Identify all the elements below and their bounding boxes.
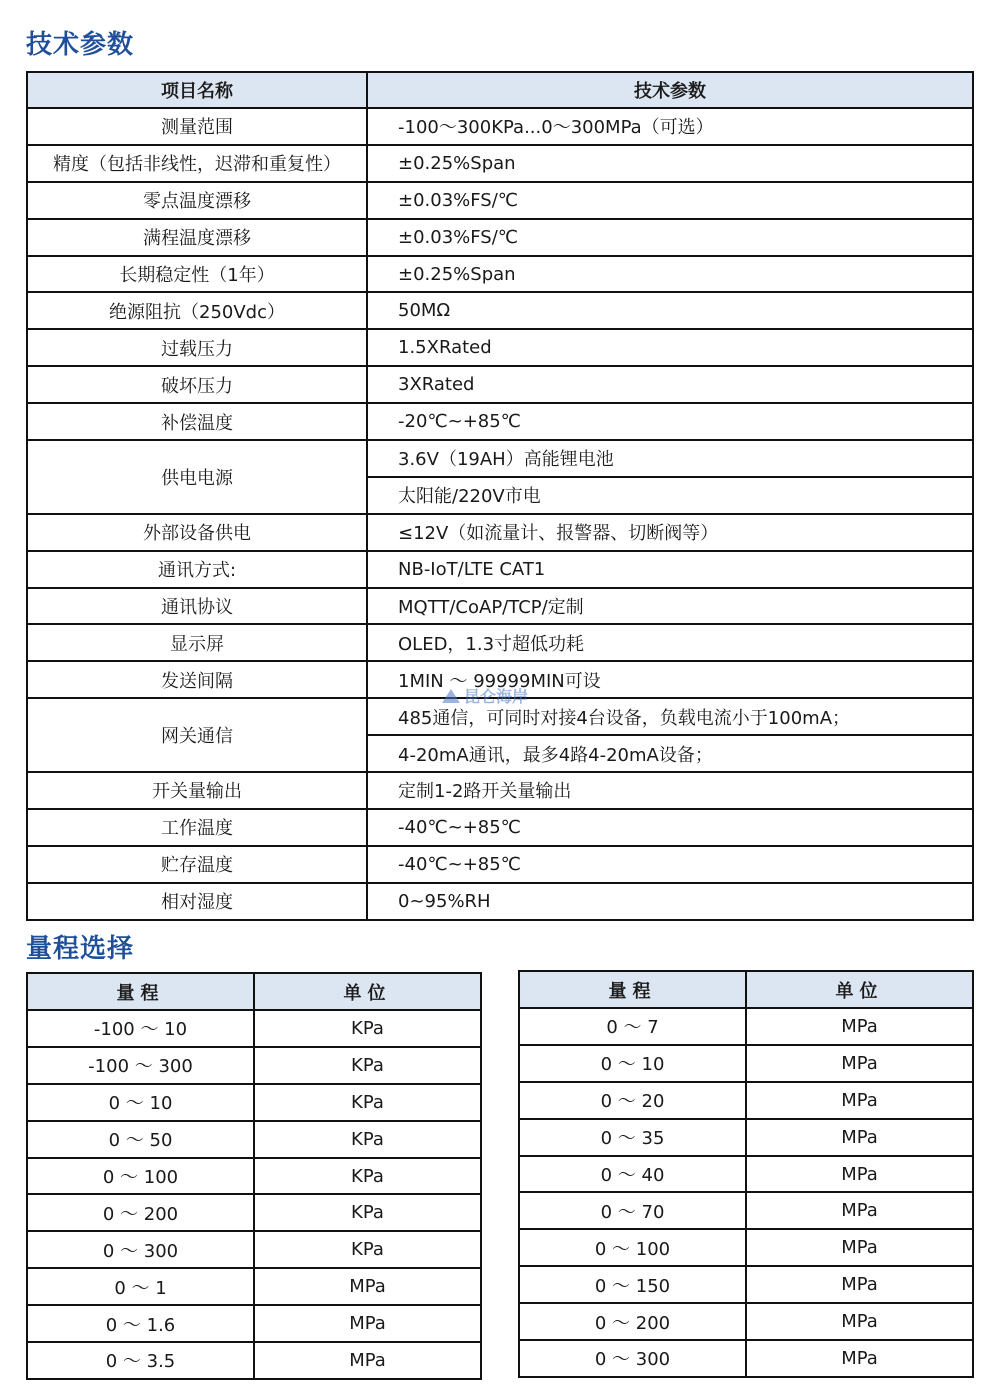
spec-row-value: NB-IoT/LTE CAT1	[367, 551, 973, 588]
spec-row	[27, 883, 973, 920]
range-right-range: 0 ～ 150	[519, 1266, 746, 1303]
spec-row-name: 满程温度漂移	[27, 219, 367, 256]
spec-row-name: 工作温度	[27, 809, 367, 846]
range-left-unit: MPa	[254, 1342, 481, 1379]
range-left-row	[27, 1194, 481, 1231]
spec-row-value: ≤12V（如流量计、报警器、切断阀等）	[367, 514, 973, 551]
spec-row-name: 显示屏	[27, 624, 367, 661]
range-left-unit: KPa	[254, 1121, 481, 1158]
range-left-range: 0 ～ 100	[27, 1158, 254, 1195]
spec-row	[27, 366, 973, 403]
spec-row	[27, 108, 973, 145]
mountain-logo-icon	[442, 689, 460, 703]
spec-row	[27, 846, 973, 883]
spec-row-value: 1MIN ～ 99999MIN可设	[367, 661, 973, 698]
spec-header-row	[27, 72, 973, 108]
spec-header-name: 项目名称	[27, 72, 367, 108]
range-left-range: -100 ～ 300	[27, 1047, 254, 1084]
spec-row-name: 外部设备供电	[27, 514, 367, 551]
spec-row	[27, 809, 973, 846]
spec-row-value: -100～300KPa...0～300MPa（可选）	[367, 108, 973, 145]
spec-row-value: -40℃~+85℃	[367, 809, 973, 846]
spec-row-name: 通讯方式:	[27, 551, 367, 588]
range-left-header-unit: 单位	[254, 973, 481, 1010]
range-right-row	[519, 1082, 973, 1119]
range-right-row	[519, 1229, 973, 1266]
range-right-range: 0 ～ 40	[519, 1156, 746, 1193]
range-right-range: 0 ～ 200	[519, 1303, 746, 1340]
range-right-unit: MPa	[746, 1340, 973, 1377]
range-right-range: 0 ～ 10	[519, 1045, 746, 1082]
range-table-right	[518, 970, 974, 1378]
spec-row-name: 发送间隔	[27, 661, 367, 698]
range-right-unit: MPa	[746, 1045, 973, 1082]
spec-row-value: MQTT/CoAP/TCP/定制	[367, 588, 973, 625]
range-left-unit: KPa	[254, 1158, 481, 1195]
range-right-unit: MPa	[746, 1008, 973, 1045]
section-title-range: 量程选择	[26, 934, 135, 964]
spec-row-value: 4-20mA通讯，最多4路4-20mA设备；	[367, 735, 973, 772]
spec-row	[27, 551, 973, 588]
spec-row-name: 相对湿度	[27, 883, 367, 920]
range-right-header-row	[519, 971, 973, 1008]
range-left-unit: KPa	[254, 1010, 481, 1047]
range-right-unit: MPa	[746, 1192, 973, 1229]
spec-row	[27, 145, 973, 182]
range-table-left	[26, 972, 482, 1380]
watermark-text: 昆仑海岸	[464, 687, 529, 706]
range-left-range: 0 ～ 3.5	[27, 1342, 254, 1379]
spec-row-value: ±0.25%Span	[367, 145, 973, 182]
spec-row-name: 精度（包括非线性，迟滞和重复性）	[27, 145, 367, 182]
range-left-row	[27, 1231, 481, 1268]
range-left-row	[27, 1084, 481, 1121]
spec-row-value: 0~95%RH	[367, 883, 973, 920]
spec-row-value: 1.5XRated	[367, 329, 973, 366]
spec-row-name: 绝源阻抗（250Vdc）	[27, 292, 367, 329]
range-right-unit: MPa	[746, 1229, 973, 1266]
spec-row-value: 3.6V（19AH）高能锂电池	[367, 440, 973, 477]
spec-row-name: 贮存温度	[27, 846, 367, 883]
range-left-range: 0 ～ 300	[27, 1231, 254, 1268]
range-right-row	[519, 1266, 973, 1303]
section-title-specs: 技术参数	[26, 30, 135, 60]
spec-row-value: 定制1-2路开关量输出	[367, 772, 973, 809]
range-left-range: -100 ～ 10	[27, 1010, 254, 1047]
range-right-unit: MPa	[746, 1082, 973, 1119]
range-left-row	[27, 1158, 481, 1195]
range-right-range: 0 ～ 300	[519, 1340, 746, 1377]
spec-row	[27, 772, 973, 809]
range-right-unit: MPa	[746, 1303, 973, 1340]
range-right-range: 0 ～ 7	[519, 1008, 746, 1045]
range-left-range: 0 ～ 50	[27, 1121, 254, 1158]
range-left-unit: KPa	[254, 1194, 481, 1231]
spec-row-value: 485通信，可同时对接4台设备，负载电流小于100mA；	[367, 698, 973, 735]
range-right-row	[519, 1119, 973, 1156]
watermark-logo	[442, 684, 528, 707]
range-right-unit: MPa	[746, 1156, 973, 1193]
range-right-row	[519, 1192, 973, 1229]
range-left-row	[27, 1268, 481, 1305]
spec-row-name: 长期稳定性（1年）	[27, 256, 367, 293]
spec-row-value: ±0.03%FS/℃	[367, 219, 973, 256]
spec-row-name: 测量范围	[27, 108, 367, 145]
range-right-header-range: 量程	[519, 971, 746, 1008]
spec-row-value: 太阳能/220V市电	[367, 477, 973, 514]
range-right-header-unit: 单位	[746, 971, 973, 1008]
spec-row-name: 供电电源	[27, 440, 367, 514]
range-left-unit: MPa	[254, 1268, 481, 1305]
range-right-unit: MPa	[746, 1266, 973, 1303]
range-right-row	[519, 1340, 973, 1377]
range-left-row	[27, 1121, 481, 1158]
range-left-range: 0 ～ 1	[27, 1268, 254, 1305]
range-right-range: 0 ～ 20	[519, 1082, 746, 1119]
spec-row	[27, 440, 973, 477]
range-left-header-range: 量程	[27, 973, 254, 1010]
spec-row	[27, 219, 973, 256]
range-left-range: 0 ～ 200	[27, 1194, 254, 1231]
spec-row-value: OLED，1.3寸超低功耗	[367, 624, 973, 661]
spec-row-value: 50MΩ	[367, 292, 973, 329]
spec-row-name: 破坏压力	[27, 366, 367, 403]
spec-row	[27, 182, 973, 219]
spec-row-name: 零点温度漂移	[27, 182, 367, 219]
spec-row	[27, 256, 973, 293]
range-left-range: 0 ～ 10	[27, 1084, 254, 1121]
range-left-row	[27, 1342, 481, 1379]
spec-row	[27, 624, 973, 661]
range-right-unit: MPa	[746, 1119, 973, 1156]
spec-row	[27, 329, 973, 366]
spec-row-name: 网关通信	[27, 698, 367, 772]
range-left-row	[27, 1305, 481, 1342]
range-right-row	[519, 1156, 973, 1193]
spec-row-name: 通讯协议	[27, 588, 367, 625]
spec-row	[27, 292, 973, 329]
range-left-header-row	[27, 973, 481, 1010]
range-left-unit: KPa	[254, 1231, 481, 1268]
range-right-row	[519, 1045, 973, 1082]
range-right-range: 0 ～ 35	[519, 1119, 746, 1156]
spec-row-value: ±0.25%Span	[367, 256, 973, 293]
range-left-range: 0 ～ 1.6	[27, 1305, 254, 1342]
spec-row-name: 补偿温度	[27, 403, 367, 440]
spec-header-value: 技术参数	[367, 72, 973, 108]
range-left-row	[27, 1047, 481, 1084]
range-left-unit: KPa	[254, 1084, 481, 1121]
spec-row-value: 3XRated	[367, 366, 973, 403]
spec-row-value: ±0.03%FS/℃	[367, 182, 973, 219]
range-right-row	[519, 1303, 973, 1340]
spec-row	[27, 403, 973, 440]
range-left-unit: MPa	[254, 1305, 481, 1342]
spec-row-name: 开关量输出	[27, 772, 367, 809]
range-right-row	[519, 1008, 973, 1045]
spec-row-name: 过载压力	[27, 329, 367, 366]
range-left-unit: KPa	[254, 1047, 481, 1084]
spec-row	[27, 514, 973, 551]
spec-table	[26, 71, 974, 921]
spec-row	[27, 588, 973, 625]
range-right-range: 0 ～ 70	[519, 1192, 746, 1229]
range-left-row	[27, 1010, 481, 1047]
spec-row-value: -40℃~+85℃	[367, 846, 973, 883]
range-right-range: 0 ～ 100	[519, 1229, 746, 1266]
spec-row-value: -20℃~+85℃	[367, 403, 973, 440]
